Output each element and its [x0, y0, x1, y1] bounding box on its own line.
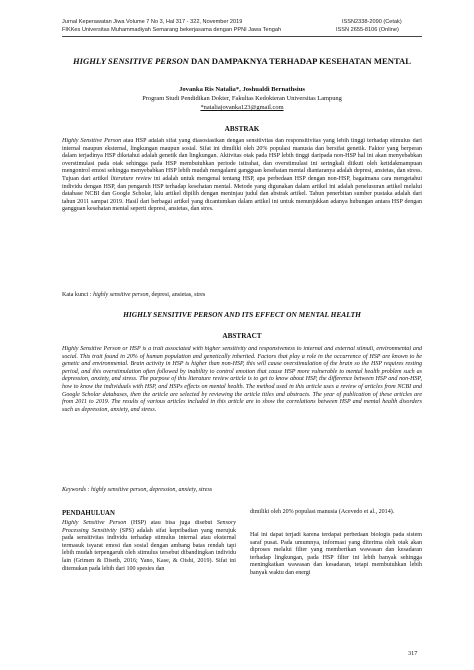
abstrak-keywords	[62, 292, 422, 300]
kata-kunci-italic: highly sensitive person	[93, 292, 149, 298]
page-number: 317	[408, 650, 418, 657]
journal-line: Jurnal Keperawatan Jiwa Volume 7 No 3, Hal 317 - 322, November 2019	[62, 19, 243, 25]
abstract-keywords: Keywords : highly sensitive person, depression, anxiety, stress	[62, 487, 213, 493]
intro-left-b: (SPS) adalah sifat kepribadian yang merujuk pada sensitivitas individu terhadap stimulus internal atau eksternal termasuk isyarat emosi dan sosial dengan ambang batas rendah tapi lebih mudah terpengaruh oleh stimulus tersebut dibandingkan individu lain (Grimen & Diseth, 2016; Yano, Kase, & Oishi, 2019). Sifat ini ditemukan pada lebih dari 100 spesies dan	[62, 527, 236, 572]
email-link[interactable]: *nataliajovanka123@gmail.com	[200, 104, 284, 111]
abstrak-body	[62, 138, 422, 262]
abstract-heading: ABSTRACT	[222, 332, 262, 340]
kata-kunci-rest: , depresi, ansietas, stres	[148, 292, 206, 298]
english-title: HIGHLY SENSITIVE PERSON AND ITS EFFECT ON MENTAL HEALTH	[123, 310, 361, 319]
issn-print: ISSN2338-2090 (Cetak)	[342, 19, 402, 25]
issn-online: ISSN 2655-8106 (Online)	[336, 27, 399, 33]
intro-italic-2: Sensory Processing Sensitivity	[62, 520, 236, 534]
affiliation: Program Studi Pendidikan Dokter, Fakultas Kedokteran Universitas Lampung	[142, 95, 342, 102]
authors: Jovanka Ris Natalia*, Joshualdi Bernathsius	[179, 86, 305, 93]
intro-lead-italic: Highly Sensitive Person	[62, 520, 127, 526]
title-rest: DAN DAMPAKNYA TERHADAP KESEHATAN MENTAL	[188, 56, 411, 66]
intro-left-column	[62, 520, 236, 642]
intro-left-a: (HSP) atau bisa juga disebut	[126, 520, 217, 526]
abstrak-lead-italic: Highly Sensitive Person	[62, 138, 122, 144]
abstrak-italic-2: literature review	[110, 175, 152, 182]
intro-right-p2: Hal ini dapat terjadi karena terdapat perbedaan biologis pada sistem saraf pusat. Pada umumnya, informasi yang diterima oleh otak akan diproses melalui filter yang memberikan wawasan dan kesadaran terhadap lingkungan, pada HSP filter ini lebih banyak sehingga meningkatkan wawasan dan kesadaran, tetapi membutuhkan lebih banyak waktu dan energi	[250, 532, 422, 576]
abstrak-text-1: atau HSP adalah sifat yang diasosiasikan dengan sensitivitas dan responsitivitas yang lebih tinggi terhadap stimulus dari internal maupun eksternal, lingkungan maupun sosial. Sifat ini dimiliki oleh 20% populasi manusia dan bersifat genetik. Faktor yang berperan dalam terjadinya HSP diketahui adalah genetik dan lingkungan. Aktivitas otak pada HSP lebih tinggi daripada non-HSP hal ini akan menyebabkan overstimulasi pada otak sehingga pada HSP membutuhkan periode istirahat, dan overstimulasi ini seringkali diikuti oleh ketidakmampuan mengontrol emosi sehingga menyebabkan HSP lebih mudah mengalami gangguan kesehatan mental diantaranya adalah depresi, ansietas, dan stress. Tujuan dari artikel	[62, 138, 422, 182]
article-title	[62, 56, 422, 67]
abstrak-text-2: ini adalah untuk mengenal tentang HSP, apa perbedaan HSP dengan non-HSP, bagaimana cara mengetahui individu dengan HSP, dan pengaruh HSP terhadap kesehatan mental. Metode yang digunakan dalam artikel ini adalah penelusuran artikel melalui database NCBI dan Google Scholar, lalu artikel dipilih dengan meninjau judul dan abstrak artikel. Tahun penerbitan sumber pustaka adalah dari tahun 2011 sampai 2019. Hasil dari berbagai artikel yang dicantumkan dalam artikel ini untuk menunjukkan adanya hubungan antara HSP dengan gangguan kesehatan mental seperti depresi, ansietas, dan stres.	[62, 175, 422, 213]
abstrak-heading: ABSTRAK	[224, 125, 260, 133]
pendahuluan-heading: PENDAHULUAN	[62, 510, 115, 517]
title-italic: HIGHLY SENSITIVE PERSON	[73, 56, 189, 66]
publisher-line: FIKKes Universitas Muhammadiyah Semarang bekerjasama dengan PPNI Jawa Tengah	[62, 27, 282, 33]
header-rule	[62, 36, 422, 37]
email-line	[62, 104, 422, 112]
intro-right-p1: dimiliki oleh 20% populasi manusia (Acevedo et al., 2014).	[250, 509, 395, 515]
kata-kunci-label: Kata kunci :	[62, 292, 94, 298]
abstract-body: Highly Sensitive Person or HSP is a trait associated with higher sensitivity and responsiveness to internal and external stimuli, environmental and social. This trait found in 20% of human population and genetically inherited. Factors that play a role in the occurrence of HSP are known to be genetic and environmental. Brain activity in HSP is higher than non-HSP, this will cause overstimulation of the brain so the HSP requires resting period, and this overstimulation often followed by inability to control emotion that cause HSP more vulnerable to mental health problem such as depression, anxiety, and stress. The purpose of this literature review article is to get to know about HSP, the difference between HSP and non-HSP, how to know the individuals with HSP, and HSPs effects on mental health. The method used in this article uses a review of articles from NCBI and Google Scholar databases, then the article are selected by reviewing the article titles and abstracts. The year of publication of these articles are from 2011 to 2019. The results of various articles included in this article are to show the correlations between HSP and mental health disorders such as depression, anxiety, and stress.	[62, 346, 422, 413]
